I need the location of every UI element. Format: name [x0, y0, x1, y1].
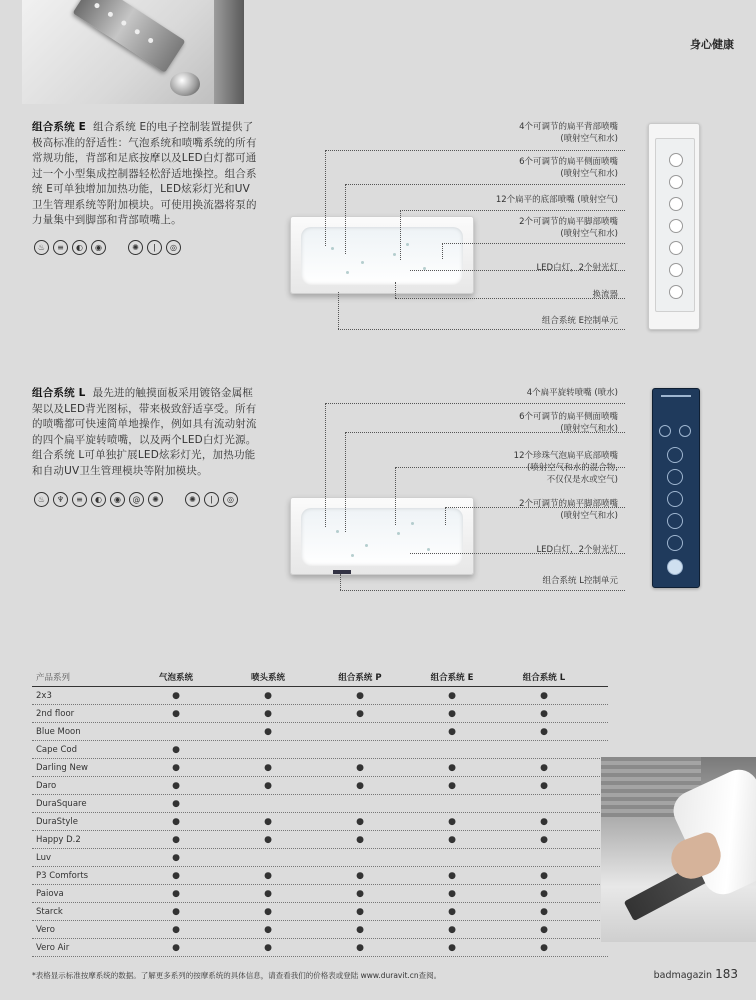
availability-cell: ● — [448, 726, 456, 737]
header-jet: 喷头系统 — [250, 673, 285, 683]
availability-cell: ● — [356, 834, 364, 845]
table-row — [32, 903, 608, 921]
availability-cell: ● — [172, 870, 180, 881]
jet-icon: ≡ — [53, 240, 68, 255]
label-e-led: LED白灯，2个射光灯 — [536, 263, 618, 273]
magazine-name: badmagazin — [653, 970, 713, 981]
availability-cell: ● — [356, 942, 364, 953]
row-series-name: Cape Cod — [36, 744, 78, 755]
pump-icon: ♆ — [53, 492, 68, 507]
row-series-name: Paiova — [36, 888, 64, 899]
bathtub-l-illustration — [290, 497, 474, 575]
system-e-description — [32, 120, 260, 229]
table-row — [32, 759, 608, 777]
thermometer-icon: ǀ — [147, 240, 162, 255]
header-combi-p: 组合系统 P — [338, 673, 382, 683]
table-row — [32, 813, 608, 831]
availability-cell: ● — [448, 942, 456, 953]
thermometer-icon: ǀ — [204, 492, 219, 507]
availability-cell: ● — [448, 816, 456, 827]
availability-cell: ● — [264, 834, 272, 845]
header-whirl: 气泡系统 — [158, 673, 193, 683]
availability-cell: ● — [448, 870, 456, 881]
availability-cell: ● — [540, 780, 548, 791]
availability-cell: ● — [540, 762, 548, 773]
row-series-name: 2x3 — [36, 690, 52, 701]
bathtub-touch-panel-photo — [601, 757, 756, 942]
availability-cell: ● — [172, 762, 180, 773]
row-series-name: Darling New — [36, 762, 88, 773]
table-row — [32, 795, 608, 813]
water-drop-icon: ♨ — [34, 492, 49, 507]
availability-cell: ● — [172, 780, 180, 791]
label-l-rotating-jets: 4个扁平旋转喷嘴 (喷水) — [526, 388, 618, 398]
availability-cell: ● — [448, 924, 456, 935]
row-series-name: Daro — [36, 780, 57, 791]
swirl-icon: @ — [129, 492, 144, 507]
table-row — [32, 867, 608, 885]
availability-cell: ● — [540, 816, 548, 827]
availability-cell: ● — [172, 888, 180, 899]
massage-icon: ◐ — [91, 492, 106, 507]
availability-cell: ● — [540, 870, 548, 881]
sound-icon: ◉ — [110, 492, 125, 507]
availability-cell: ● — [540, 690, 548, 701]
availability-cell: ● — [356, 780, 364, 791]
availability-cell: ● — [540, 708, 548, 719]
availability-cell: ● — [264, 888, 272, 899]
table-row — [32, 705, 608, 723]
row-series-name: Vero Air — [36, 942, 70, 953]
bathtub-e-illustration — [290, 216, 474, 294]
availability-cell: ● — [264, 708, 272, 719]
availability-cell: ● — [448, 906, 456, 917]
availability-cell: ● — [264, 906, 272, 917]
header-combi-e: 组合系统 E — [430, 673, 474, 683]
availability-cell: ● — [172, 744, 180, 755]
water-drop-icon: ♨ — [34, 240, 49, 255]
section-title: 身心健康 — [690, 38, 734, 51]
availability-cell: ● — [172, 924, 180, 935]
light-icon: ✺ — [148, 492, 163, 507]
label-e-foot-jets: 2个可调节的扁平脚部喷嘴 (喷射空气和水) — [519, 217, 618, 239]
availability-cell: ● — [448, 762, 456, 773]
availability-cell: ● — [356, 924, 364, 935]
availability-cell: ● — [356, 870, 364, 881]
massage-icon: ◐ — [72, 240, 87, 255]
availability-cell: ● — [540, 906, 548, 917]
availability-cell: ● — [264, 762, 272, 773]
availability-cell: ● — [356, 906, 364, 917]
system-e-text: 组合系统 E的电子控制装置提供了极高标准的舒适性：气泡系统和喷嘴系统的所有常规功能，背部和足底按摩以及LED白灯都可通过一个小型集成控制器轻松舒适地操控。组合系统 E可单独增加加热功能，LED炫彩灯光和UV卫生管理系统等附加模块。可使用换流器将泵的力量集中到脚部和背部喷嘴上。 — [32, 121, 257, 226]
row-series-name: Luv — [36, 852, 52, 863]
row-series-name: Blue Moon — [36, 726, 81, 737]
label-e-side-jets: 6个可调节的扁平侧面喷嘴 (喷射空气和水) — [519, 157, 618, 179]
table-row — [32, 885, 608, 903]
row-series-name: Vero — [36, 924, 55, 935]
label-e-control-unit: 组合系统 E控制单元 — [541, 316, 618, 326]
header-series: 产品系列 — [36, 673, 71, 683]
availability-cell: ● — [540, 888, 548, 899]
availability-cell: ● — [540, 924, 548, 935]
light-icon: ✺ — [185, 492, 200, 507]
system-e-name: 组合系统 E — [32, 121, 87, 133]
table-row — [32, 921, 608, 939]
row-series-name: DuraStyle — [36, 816, 78, 827]
uv-icon: ◎ — [223, 492, 238, 507]
availability-cell: ● — [172, 906, 180, 917]
header-combi-l: 组合系统 L — [522, 673, 566, 683]
availability-cell: ● — [172, 942, 180, 953]
light-icon: ✺ — [128, 240, 143, 255]
system-l-icons — [34, 492, 238, 507]
table-row — [32, 777, 608, 795]
table-row — [32, 939, 608, 957]
label-l-foot-jets: 2个可调节的扁平脚部喷嘴 (喷射空气和水) — [519, 499, 618, 521]
availability-cell: ● — [356, 708, 364, 719]
availability-cell: ● — [356, 888, 364, 899]
page-number: 183 — [715, 967, 738, 981]
system-compatibility-table — [32, 668, 608, 957]
availability-cell: ● — [448, 834, 456, 845]
availability-cell: ● — [264, 690, 272, 701]
control-panel-photo — [22, 0, 244, 104]
table-row — [32, 723, 608, 741]
label-l-led: LED白灯，2个射光灯 — [536, 545, 618, 555]
availability-cell: ● — [264, 870, 272, 881]
row-series-name: Starck — [36, 906, 63, 917]
availability-cell: ● — [172, 798, 180, 809]
control-panel-e — [648, 123, 700, 330]
label-e-bottom-jets: 12个扁平的底部喷嘴 (喷射空气) — [495, 195, 618, 205]
jet-icon: ≡ — [72, 492, 87, 507]
label-l-pearl-jets: 12个珍珠气泡扁平底部喷嘴 (喷射空气和水的混合物, 不仅仅是水或空气) — [513, 451, 618, 485]
availability-cell: ● — [356, 690, 364, 701]
availability-cell: ● — [264, 816, 272, 827]
table-row — [32, 831, 608, 849]
availability-cell: ● — [264, 942, 272, 953]
availability-cell: ● — [540, 834, 548, 845]
system-e-icons — [34, 240, 181, 255]
availability-cell: ● — [172, 690, 180, 701]
row-series-name: 2nd floor — [36, 708, 75, 719]
label-l-control-unit: 组合系统 L控制单元 — [542, 576, 618, 586]
availability-cell: ● — [356, 762, 364, 773]
label-e-back-jets: 4个可调节的扁平背部喷嘴 (喷射空气和水) — [519, 122, 618, 144]
availability-cell: ● — [448, 780, 456, 791]
availability-cell: ● — [540, 942, 548, 953]
availability-cell: ● — [448, 690, 456, 701]
row-series-name: DuraSquare — [36, 798, 87, 809]
availability-cell: ● — [264, 726, 272, 737]
availability-cell: ● — [540, 726, 548, 737]
table-row — [32, 849, 608, 867]
availability-cell: ● — [356, 816, 364, 827]
row-series-name: P3 Comforts — [36, 870, 89, 881]
availability-cell: ● — [172, 816, 180, 827]
table-row — [32, 741, 608, 759]
availability-cell: ● — [264, 780, 272, 791]
table-row — [32, 687, 608, 705]
availability-cell: ● — [448, 888, 456, 899]
control-panel-l — [652, 388, 700, 588]
availability-cell: ● — [172, 852, 180, 863]
system-l-description — [32, 386, 260, 479]
row-series-name: Happy D.2 — [36, 834, 81, 845]
availability-cell: ● — [172, 834, 180, 845]
table-header — [32, 668, 608, 687]
uv-icon: ◎ — [166, 240, 181, 255]
label-l-side-jets: 6个可调节的扁平侧面喷嘴 (喷射空气和水) — [519, 412, 618, 434]
system-l-name: 组合系统 L — [32, 387, 86, 399]
availability-cell: ● — [172, 708, 180, 719]
footnote: *表格显示标准按摩系统的数据。了解更多系列的按摩系统的具体信息，请查看我们的价格表或登陆 www.duravit.cn查阅。 — [32, 971, 442, 980]
page-footer — [654, 967, 738, 981]
sound-icon: ◉ — [91, 240, 106, 255]
label-e-diverter: 换流器 — [592, 290, 618, 300]
availability-cell: ● — [448, 708, 456, 719]
availability-cell: ● — [264, 924, 272, 935]
system-l-text: 最先进的触摸面板采用镀铬金属框架以及LED背光图标，带来极致舒适享受。所有的喷嘴都可快速简单地操作，例如具有流动射流的四个扁平旋转喷嘴，以及两个LED白灯光源。组合系统 L可单独扩展LED炫彩灯光，加热功能和自动UV卫生管理模块等附加模块。 — [32, 387, 257, 477]
